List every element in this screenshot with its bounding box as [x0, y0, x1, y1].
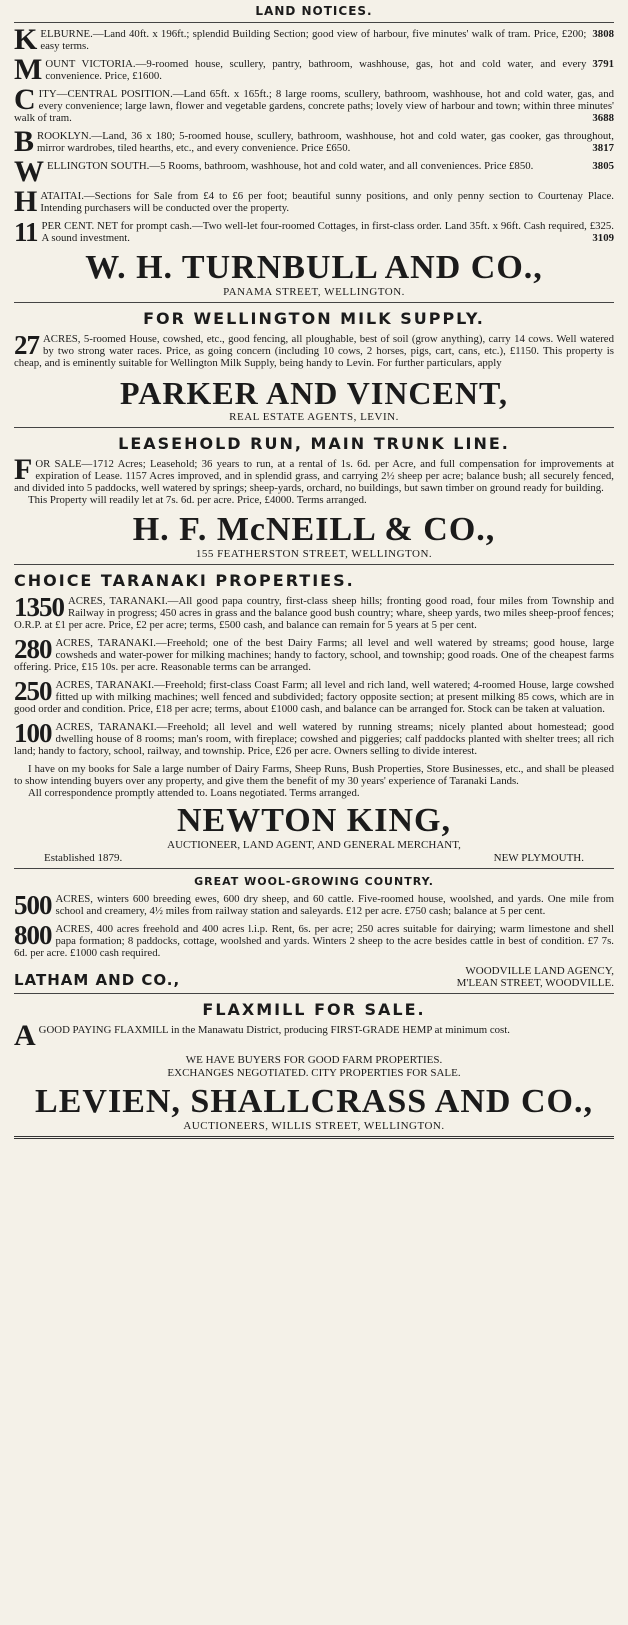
drop-number: 1350	[14, 592, 64, 622]
listing-wellington-south	[14, 155, 614, 188]
listing-ref: 3109	[592, 232, 614, 244]
listing-ref: 3805	[592, 160, 614, 172]
page-title: LAND NOTICES.	[255, 4, 373, 18]
drop-number: 27	[14, 330, 39, 360]
listing-text-terms: This Property will readily let at 7s. 6d. per acre. Price, £4000. Terms arranged.	[28, 494, 367, 506]
taranaki-listings	[14, 592, 614, 799]
firm-name-parker: PARKER AND VINCENT,	[120, 375, 508, 411]
firm-address-parker: REAL ESTATE AGENTS, LEVIN.	[229, 411, 399, 423]
listing-text: PER CENT. NET for prompt cash.—Two well-let four-roomed Cottages, in first-class order. Land 35ft. x 96ft. Cash required, £325. A sound investment.	[41, 220, 614, 244]
drop-cap: M	[14, 53, 43, 86]
firm-address-newton-king	[44, 852, 584, 864]
agency-street: M'LEAN STREET, WOODVILLE.	[456, 977, 614, 989]
section-heading-taranaki: CHOICE TARANAKI PROPERTIES.	[14, 571, 355, 590]
drop-number: 250	[14, 676, 52, 706]
listing-text: ELLINGTON SOUTH.—5 Rooms, bathroom, washhouse, hot and cold water, and all conveniences. Price £850.	[47, 160, 534, 172]
listing-text: ACRES, TARANAKI.—Freehold; one of the best Dairy Farms; all level and well watered by streams; good house, large cowsheds and water-power for milking machines; handy to factory, school, and township; good roads. One of the cheapest farms offering. Price, £15 10s. per acre. Reasonable terms can be arranged.	[14, 637, 614, 673]
firm-address-mcneill: 155 FEATHERSTON STREET, WELLINGTON.	[195, 548, 433, 560]
drop-cap: B	[14, 125, 35, 158]
firm-name-latham: LATHAM AND CO.,	[14, 971, 181, 989]
listing-text: ITY—CENTRAL POSITION.—Land 65ft. x 165ft.; 8 large rooms, scullery, bathroom, washhouse, hot and cold water, gas, and every convenience; large lawn, flower and vegetable gardens, concrete paths; lovely view of harbour and town; within three minutes' walk of tram.	[14, 88, 614, 124]
listing-city-central	[14, 83, 614, 124]
buyers-line: WE HAVE BUYERS FOR GOOD FARM PROPERTIES.	[185, 1054, 443, 1066]
drop-cap: K	[14, 23, 38, 56]
listing-ref: 3808	[592, 28, 614, 40]
listing-text: GOOD PAYING FLAXMILL in the Manawatu District, producing FIRST-GRADE HEMP at minimum cost.	[38, 1024, 510, 1036]
listing-text: ROOKLYN.—Land, 36 x 180; 5-roomed house, scullery, bathroom, washhouse, hot and cold water, gas cooker, gas throughout, mirror wardrobes, tiled hearths, etc., and every convenience. Price £650.	[37, 130, 614, 154]
established-year: Established 1879.	[44, 852, 123, 864]
section-heading-leasehold: LEASEHOLD RUN, MAIN TRUNK LINE.	[118, 434, 510, 453]
listing-ref: 3688	[592, 112, 614, 124]
drop-number: 800	[14, 920, 52, 950]
listing-text: ACRES, winters 600 breeding ewes, 600 dry sheep, and 60 cattle. Five-roomed house, woolshed, and yards. One mile from school and creamery, 4½ miles from railway station and saleyards. £12 per acre. £750 cash; balance at 5 per cent.	[55, 893, 614, 917]
drop-number: 11	[14, 217, 38, 247]
listing-text: ACRES, TARANAKI.—Freehold; all level and well watered by running streams; nicely planted about homestead; good dwelling house of 8 rooms; man's room, with fireplace; cowshed and piggeries; calf paddocks planted with shelter trees; all rich land; handy to factory, school, railway, and township. Price, £26 per acre. Owners selling to divide interest.	[14, 721, 614, 757]
listing-brooklyn	[14, 125, 614, 158]
listing-250-acres	[14, 676, 614, 715]
listing-text: ACRES, TARANAKI.—All good papa country, first-class sheep hills; fronting good road, four miles from Township and Railway in progress; 450 acres in grass and the balance good bush country; whare, sheep yards, two miles sheep-proof fences; O.R.P. at £1 per acre. Price, £2 per acre; terms, £500 cash, and balance can remain for 5 years at 5 per cent.	[14, 595, 614, 631]
drop-cap: F	[14, 453, 33, 486]
listing-text: ELBURNE.—Land 40ft. x 196ft.; splendid Building Section; good view of harbour, five minutes' walk of tram. Price, £200; easy terms.	[40, 28, 587, 52]
listing-800-acres	[14, 920, 614, 959]
notice-paragraph: I have on my books for Sale a large number of Dairy Farms, Sheep Runs, Bush Properties, Store Businesses, etc., and shall be pleased to show intending buyers over any property, and give them the benefit of my 30 years' experience of Taranaki Lands.	[14, 763, 614, 787]
listing-milk-supply	[14, 330, 614, 369]
listing-1350-acres	[14, 592, 614, 631]
drop-cap: A	[14, 1019, 36, 1052]
section-heading-flaxmill: FLAXMILL FOR SALE.	[202, 1000, 426, 1019]
listing-hataitai	[14, 185, 614, 218]
drop-number: 100	[14, 718, 52, 748]
divider	[14, 868, 614, 869]
drop-cap: C	[14, 83, 36, 116]
firm-name-turnbull: W. H. TURNBULL AND CO.,	[85, 249, 543, 286]
listing-text: OUNT VICTORIA.—9-roomed house, scullery, pantry, bathroom, washhouse, gas, hot and cold water, and every convenience. Price, £1600.	[45, 58, 587, 82]
newspaper-column	[14, 0, 614, 1139]
drop-number: 500	[14, 890, 52, 920]
drop-number: 280	[14, 634, 52, 664]
listing-mount-victoria	[14, 53, 614, 86]
listing-ref: 3817	[592, 142, 614, 154]
firm-block-latham	[14, 965, 614, 989]
listing-280-acres	[14, 634, 614, 673]
divider	[14, 427, 614, 428]
listing-text: ACRES, 5-roomed House, cowshed, etc., good fencing, all ploughable, best of soil (grow anything), carry 14 cows. Well watered by two strong water races. Price, as going concern (including 10 cows, 2 horses, pigs, cart, cans, etc.), £1150. This property is cheap, and is eminently suitable for Wellington Milk Supply, being handy to Levin. For further particulars, apply	[14, 333, 614, 369]
divider	[14, 1136, 614, 1139]
listing-text: OR SALE—1712 Acres; Leasehold; 36 years to run, at a rental of 1s. 6d. per Acre, and full compensation for improvements at expiration of Lease. 1157 Acres improved, and in splendid grass, and carrying 2½ sheep per acre; balance bush; all securely fenced, and divided into 5 paddocks, well watered by springs; sheep-yards, orchard, no buildings, but sawn timber on ground ready for building.	[14, 458, 614, 494]
section-heading-wool: GREAT WOOL-GROWING COUNTRY.	[194, 875, 434, 888]
divider	[14, 564, 614, 565]
agency-name: WOODVILLE LAND AGENCY,	[465, 965, 614, 977]
firm-name-levien: LEVIEN, SHALLCRASS AND CO.,	[35, 1083, 593, 1120]
section-heading-milk: FOR WELLINGTON MILK SUPPLY.	[143, 309, 485, 328]
listing-text: ATAITAI.—Sections for Sale from £4 to £6 per foot; beautiful sunny positions, and only penny section to Courtenay Place. Intending purchasers will be conducted over the property.	[40, 190, 614, 214]
wellington-listings	[14, 23, 614, 247]
listing-cottages	[14, 217, 614, 247]
listing-ref: 3791	[592, 58, 614, 70]
listing-text: ACRES, 400 acres freehold and 400 acres l.i.p. Rent, 6s. per acre; 250 acres suitable for dairying; warm limestone and shell papa formation; 8 paddocks, cottage, woolshed and yards. Winters 2 sheep to the acre besides cattle in best of condition. £7 7s. 6d. per acre. £1000 cash required.	[14, 923, 614, 959]
listing-100-acres	[14, 718, 614, 757]
drop-cap: W	[14, 155, 44, 188]
listing-text: ACRES, TARANAKI.—Freehold; first-class Coast Farm; all level and rich land, well watered; 4-roomed House, large cowshed fitted up with milking machines; well fenced and subdivided; factory opposite section; at present milking 85 cows, which are in good order and condition. Price, £18 per acre; terms, about £1000 cash, and balance can be arranged for. Stock can be taken at valuation.	[14, 679, 614, 715]
divider	[14, 302, 614, 303]
firm-address-turnbull: PANAMA STREET, WELLINGTON.	[223, 286, 405, 298]
divider	[14, 22, 614, 23]
firm-description-newton-king: AUCTIONEER, LAND AGENT, AND GENERAL MERCHANT,	[167, 839, 461, 851]
exchanges-line: EXCHANGES NEGOTIATED. CITY PROPERTIES FOR SALE.	[167, 1067, 461, 1079]
notice-paragraph: All correspondence promptly attended to. Loans negotiated. Terms arranged.	[28, 787, 360, 799]
drop-cap: H	[14, 185, 38, 218]
divider	[14, 993, 614, 994]
listing-leasehold	[14, 453, 614, 506]
listing-500-acres	[14, 890, 614, 920]
firm-name-newton-king: NEWTON KING,	[177, 802, 451, 839]
listing-flaxmill	[14, 1019, 614, 1052]
listing-kelburne	[14, 23, 614, 56]
firm-address-latham	[457, 965, 614, 989]
firm-name-mcneill: H. F. McNEILL & CO.,	[132, 511, 496, 548]
firm-town: NEW PLYMOUTH.	[493, 852, 584, 864]
firm-address-levien: AUCTIONEERS, WILLIS STREET, WELLINGTON.	[183, 1120, 445, 1132]
